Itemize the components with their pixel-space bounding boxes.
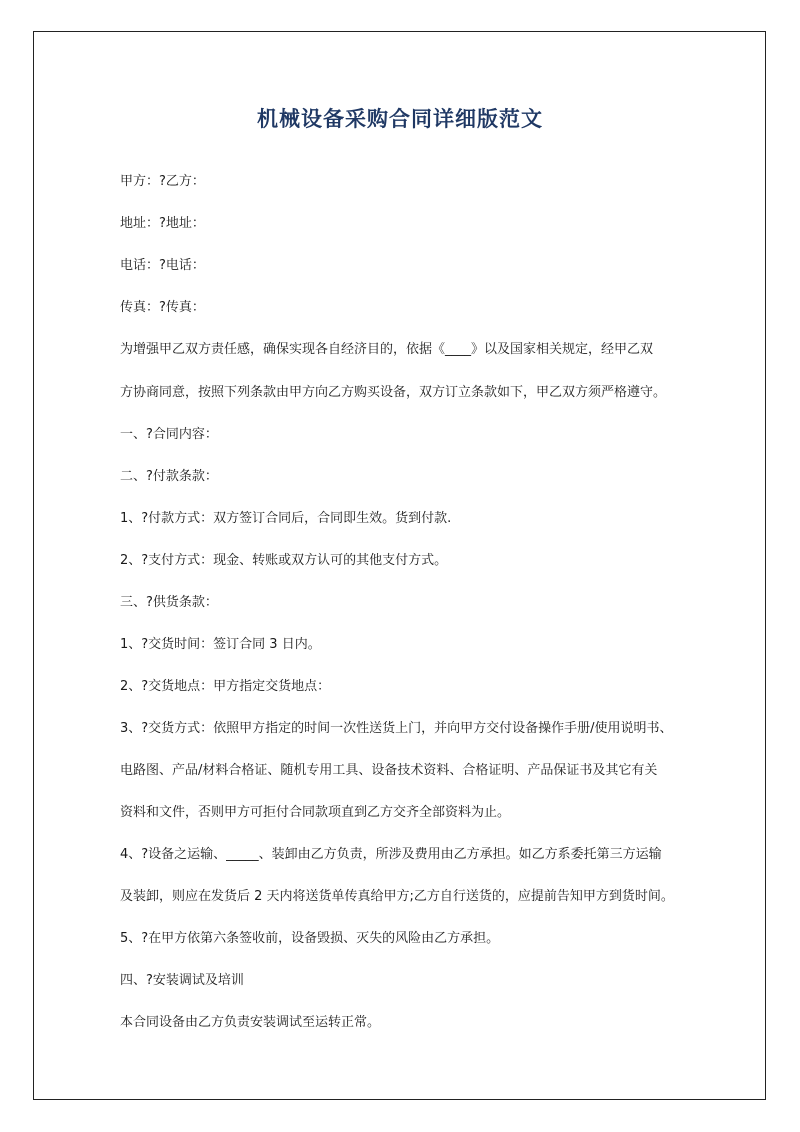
section-heading-payment-terms: 二、?付款条款：: [120, 469, 218, 484]
section-heading-contract-content: 一、?合同内容：: [120, 427, 218, 442]
payment-means-clause: 2、?支付方式：现金、转账或双方认可的其他支付方式。: [120, 553, 448, 568]
section-heading-supply-terms: 三、?供货条款：: [120, 595, 218, 610]
phone-line: 电话：?电话：: [120, 258, 205, 273]
transport-clause-line-1: 4、?设备之运输、_____、装卸由乙方负责，所涉及费用由乙方承担。如乙方系委托第三方运输: [120, 847, 662, 862]
preamble-line-2: 方协商同意，按照下列条款由甲方向乙方购买设备，双方订立条款如下，甲乙双方须严格遵守。: [120, 385, 667, 400]
document-title: 机械设备采购合同详细版范文: [257, 107, 543, 131]
transport-clause-line-2: 及装卸，则应在发货后 2 天内将送货单传真给甲方;乙方自行送货的，应提前告知甲方到货时间。: [120, 889, 674, 904]
delivery-method-clause-line-1: 3、?交货方式：依照甲方指定的时间一次性送货上门，并向甲方交付设备操作手册/使用说明书、: [120, 721, 673, 736]
installation-clause: 本合同设备由乙方负责安装调试至运转正常。: [120, 1015, 381, 1030]
delivery-method-clause-line-2: 电路图、产品/材料合格证、随机专用工具、设备技术资料、合格证明、产品保证书及其它有关: [120, 763, 658, 778]
delivery-method-clause-line-3: 资料和文件，否则甲方可拒付合同款项直到乙方交齐全部资料为止。: [120, 805, 511, 820]
preamble-line-1: 为增强甲乙双方责任感，确保实现各自经济目的，依据《____》以及国家相关规定，经甲乙双: [120, 342, 654, 357]
payment-method-clause: 1、?付款方式：双方签订合同后，合同即生效。货到付款.: [120, 511, 452, 526]
delivery-location-clause: 2、?交货地点：甲方指定交货地点：: [120, 679, 331, 694]
risk-clause: 5、?在甲方依第六条签收前，设备毁损、灭失的风险由乙方承担。: [120, 931, 500, 946]
fax-line: 传真：?传真：: [120, 300, 205, 315]
address-line: 地址：?地址：: [120, 216, 205, 231]
delivery-time-clause: 1、?交货时间：签订合同 3 日内。: [120, 637, 321, 652]
party-names-line: 甲方：?乙方：: [120, 174, 205, 189]
section-heading-installation-training: 四、?安装调试及培训: [120, 973, 244, 988]
